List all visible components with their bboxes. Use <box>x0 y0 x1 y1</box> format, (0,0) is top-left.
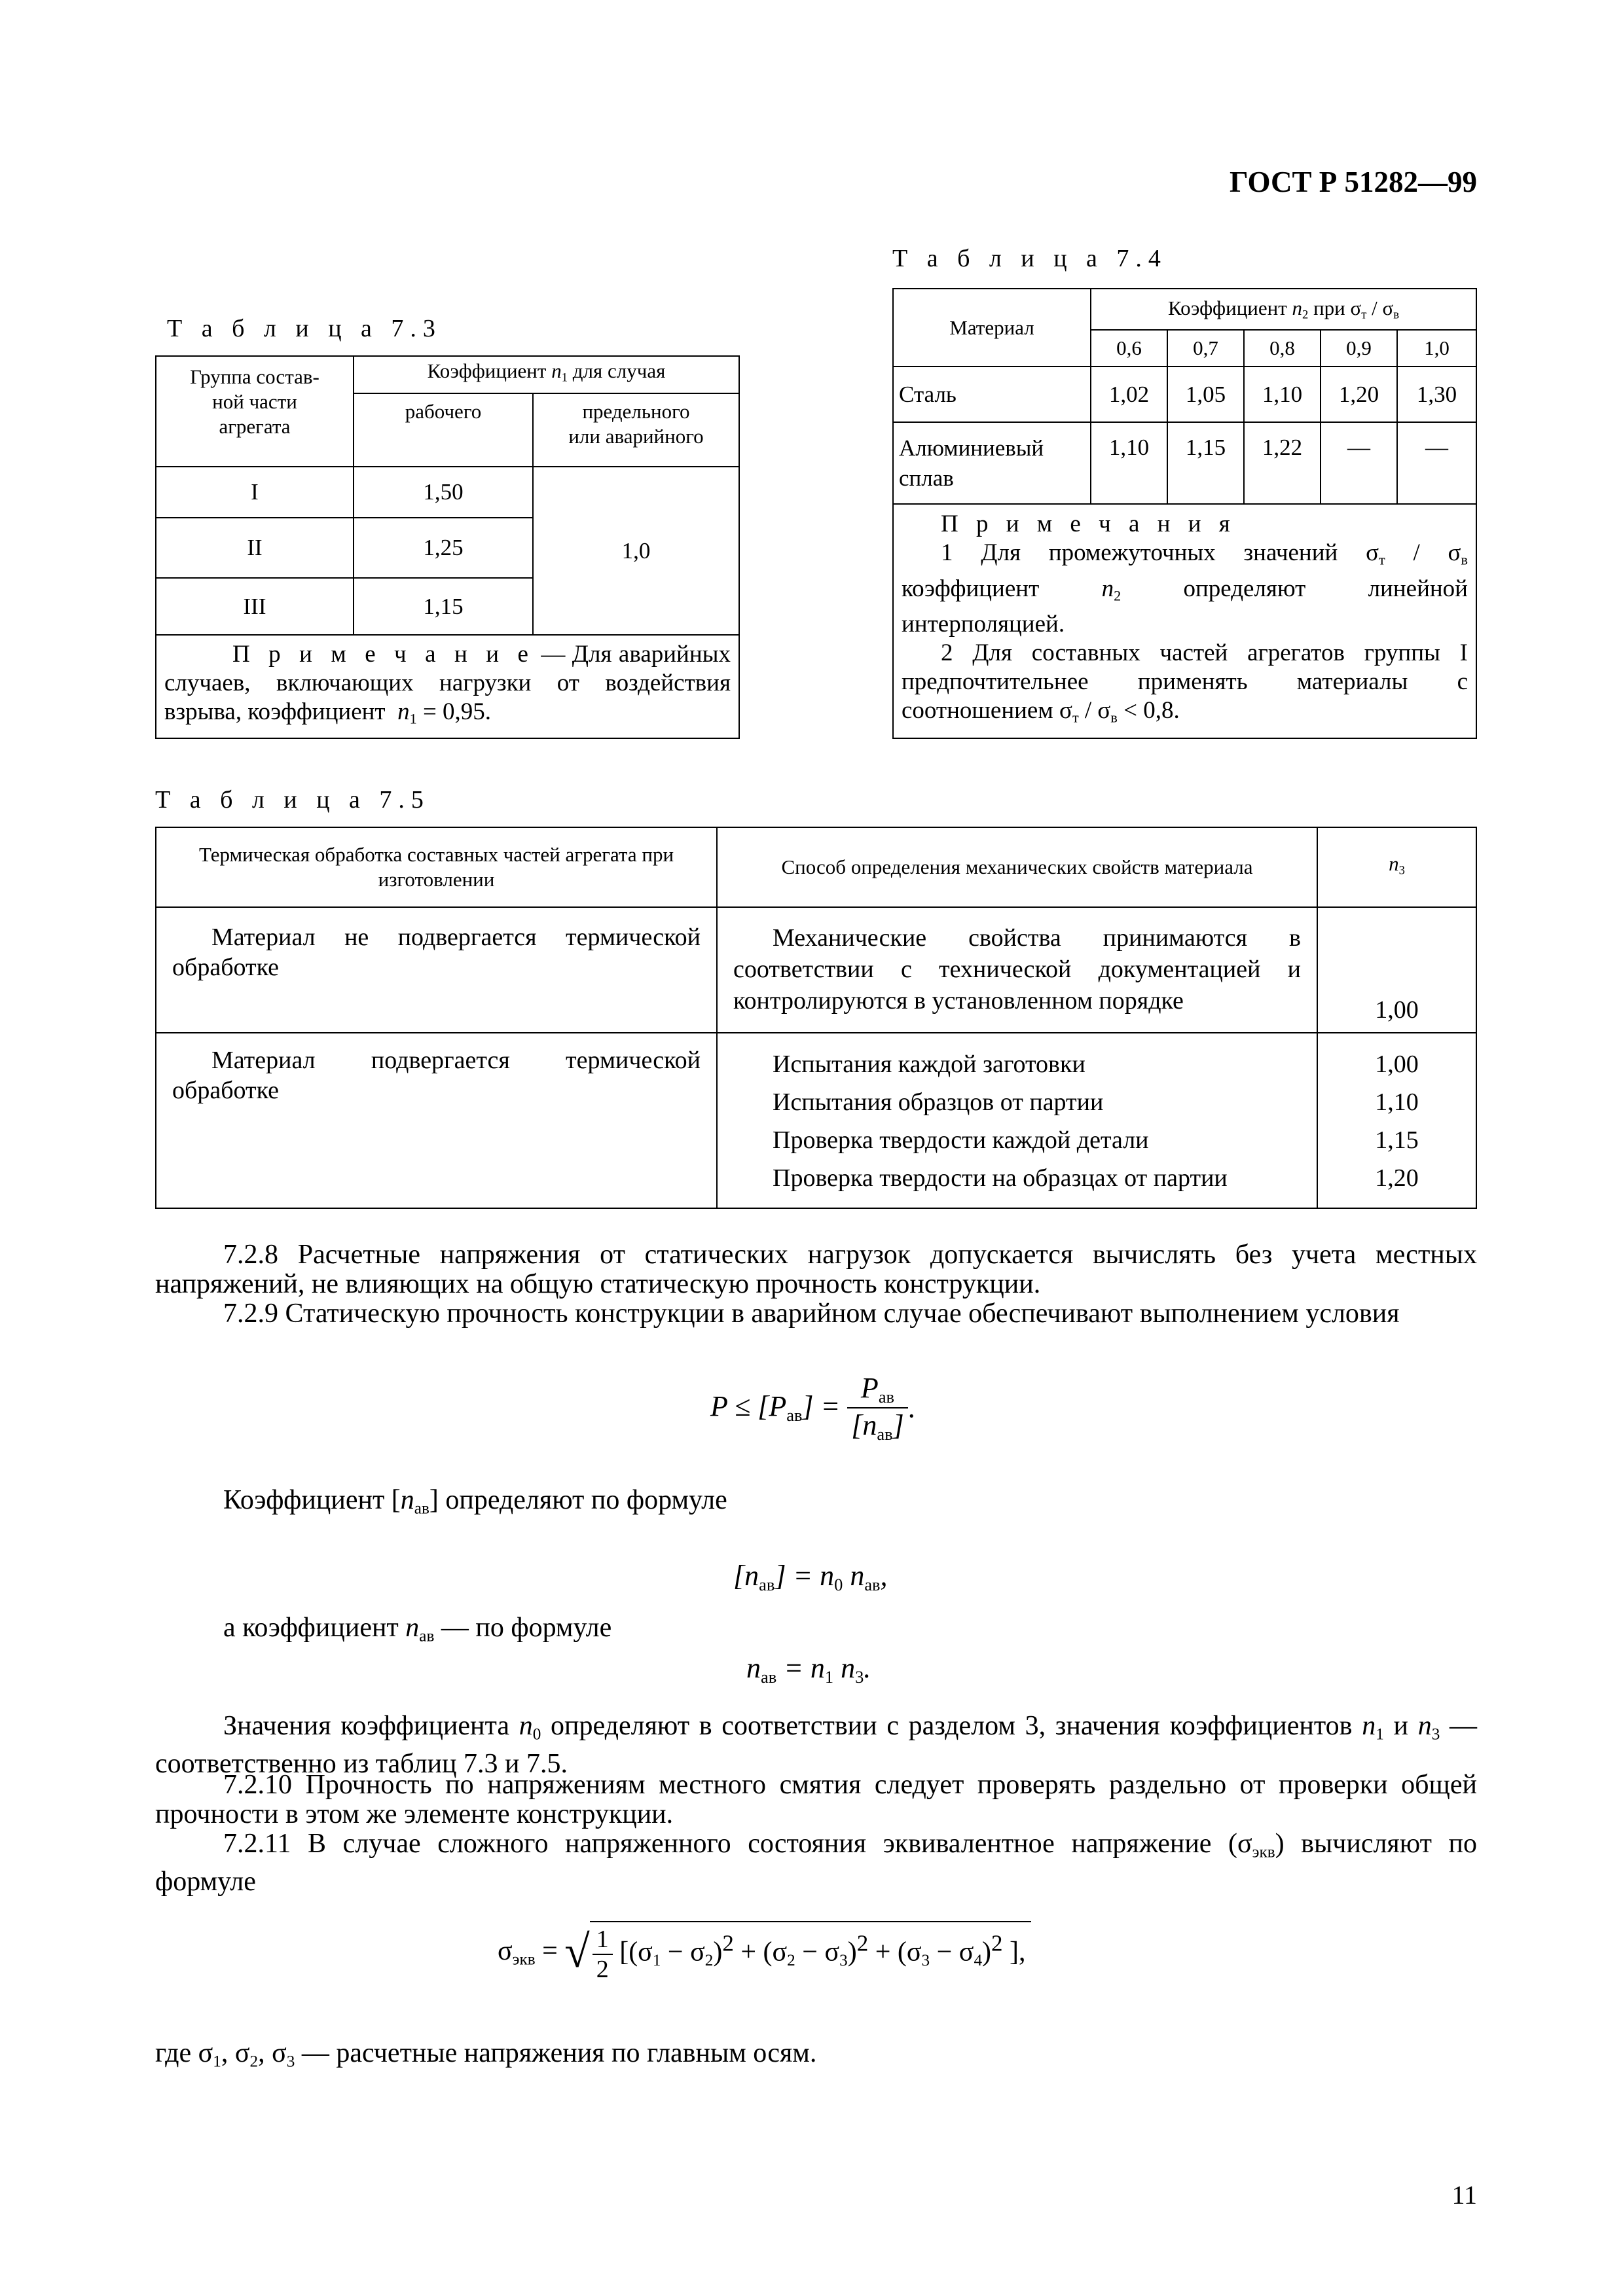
t73-col-group: Группа состав- ной части агрегата <box>156 356 354 467</box>
page-number: 11 <box>1451 2180 1477 2210</box>
t75-value-item: 1,20 <box>1375 1164 1419 1192</box>
t74-ratio: 1,0 <box>1397 330 1476 367</box>
t74-cell: 1,10 <box>1091 422 1167 504</box>
t73-group-1: I <box>156 467 354 518</box>
t73-col-limit: предельного или аварийного <box>533 393 739 467</box>
formula-nav-product: $n_{ав} = n_1$ $n_3$. <box>746 1652 871 1687</box>
formula-sigma-equivalent: $\sigma_{экв}$ = √ $\frac{1}{2}$ [$(\sigma_1 - \sigma_2)^2 + (\sigma_2 - \sigma_3)^2 + (\sigma_3 - \sigma_4)^2$ ], <box>498 1921 1031 1984</box>
t74-cell: — <box>1321 422 1397 504</box>
t74-notes-title: П р и м е ч а н и я <box>941 511 1236 537</box>
t75-method-item: Проверка твердости на образцах от партии <box>773 1164 1228 1192</box>
t75-col-method: Способ определения механических свойств материала <box>717 827 1317 907</box>
t73-note-text: — Для аварийных случаев, включающих нагрузки от воздействия взрыва, коэффициент $n_1 = 0,95$. <box>164 640 731 727</box>
t74-material-aluminium: Алюминиевый сплав <box>893 422 1091 504</box>
paragraph-7-2-8: 7.2.8 Расчетные напряжения от статических нагрузок допускается вычислять без учета местных напряжений, не влияющих на общую статическую прочность конструкции. <box>155 1240 1477 1299</box>
t75-value-item: 1,00 <box>1375 1050 1419 1078</box>
t74-col-material: Материал <box>893 289 1091 367</box>
t74-note-2: 2 Для составных частей агрегатов группы I предпочтительнее применять материалы с соотношением $\sigma_т / \sigma_в < 0,8$. <box>902 639 1468 726</box>
paragraph-7-2-9: 7.2.9 Статическую прочность конструкции в аварийном случае обеспечивают выполнением условия <box>223 1299 1400 1329</box>
table-7-3-caption: Т а б л и ц а 7.3 <box>167 315 442 342</box>
t74-cell: — <box>1397 422 1476 504</box>
t73-group-2: II <box>156 518 354 578</box>
t73-note-title: П р и м е ч а н и е <box>232 640 534 668</box>
t74-ratio: 0,9 <box>1321 330 1397 367</box>
t74-cell: 1,05 <box>1167 367 1244 422</box>
t74-material-steel: Сталь <box>893 367 1091 422</box>
t73-group-3: III <box>156 578 354 635</box>
t75-row1-method: Механические свойства принимаются в соответствии с технической документацией и контролируются в установленном порядке <box>717 907 1317 1033</box>
table-7-5 <box>155 827 1477 1209</box>
table-7-4 <box>892 288 1477 739</box>
t74-col-coef: Коэффициент $n_2$ при $\sigma_т / \sigma_в$ <box>1091 289 1476 330</box>
t74-cell: 1,20 <box>1321 367 1397 422</box>
formula-p-condition: $P \le [P_{ав}]$ = $\frac{P_{ав}}{[n_{ав}]}$ . <box>710 1372 915 1444</box>
t74-cell: 1,30 <box>1397 367 1476 422</box>
t75-value-item: 1,15 <box>1375 1126 1419 1154</box>
t75-method-item: Испытания каждой заготовки <box>773 1050 1085 1078</box>
formula-fraction: $\frac{P_{ав}}{[n_{ав}]}$ <box>847 1371 907 1444</box>
t74-cell: 1,02 <box>1091 367 1167 422</box>
table-7-4-caption: Т а б л и ц а 7.4 <box>892 245 1167 272</box>
t73-value-3: 1,15 <box>354 578 533 635</box>
t73-col-work: рабочего <box>354 393 533 467</box>
t74-ratio: 0,6 <box>1091 330 1167 367</box>
t74-notes <box>893 504 1476 738</box>
t74-ratio: 0,8 <box>1244 330 1321 367</box>
where-line: где $\sigma_1$, $\sigma_2$, $\sigma_3$ — расчетные напряжения по главным осям. <box>155 2038 817 2071</box>
t73-col-coef: Коэффициент $n_1$ для случая <box>354 356 739 393</box>
t75-method-item: Испытания образцов от партии <box>773 1088 1104 1116</box>
coef-nav2-intro: а коэффициент $n_{ав}$ — по формуле <box>223 1613 612 1645</box>
t75-value-item: 1,10 <box>1375 1088 1419 1116</box>
t75-col-treatment: Термическая обработка составных частей агрегата при изготовлении <box>156 827 717 907</box>
coef-nav-intro: Коэффициент $[n_{ав}]$ определяют по формуле <box>223 1485 727 1518</box>
t74-cell: 1,10 <box>1244 367 1321 422</box>
t73-note <box>156 635 739 738</box>
t75-row2-methods <box>717 1033 1317 1208</box>
t74-ratio: 0,7 <box>1167 330 1244 367</box>
t73-merged-value: 1,0 <box>533 467 739 635</box>
t74-cell: 1,15 <box>1167 422 1244 504</box>
t75-col-n3: $n_3$ <box>1317 827 1476 907</box>
t75-row2-values <box>1317 1033 1476 1208</box>
t75-row2-treatment: Материал подвергается термической обработке <box>156 1033 717 1208</box>
paragraph-7-2-11: 7.2.11 В случае сложного напряженного состояния эквивалентное напряжение $(\sigma_{экв})$ вычисляют по формуле <box>155 1829 1477 1897</box>
formula-nav: $[n_{ав}] = n_0$ $n_{ав}$, <box>733 1560 888 1594</box>
t73-value-2: 1,25 <box>354 518 533 578</box>
t74-cell: 1,22 <box>1244 422 1321 504</box>
t75-method-item: Проверка твердости каждой детали <box>773 1126 1149 1154</box>
t75-row1-treatment: Материал не подвергается термической обработке <box>156 907 717 1033</box>
table-7-5-caption: Т а б л и ц а 7.5 <box>155 786 430 814</box>
t73-value-1: 1,50 <box>354 467 533 518</box>
table-7-3 <box>155 355 740 739</box>
paragraph-values: Значения коэффициента $n_0$ определяют в соответствии с разделом 3, значения коэффициентов $n_1$ и $n_3$ — соответственно из таблиц 7.3 и 7.5. <box>155 1711 1478 1779</box>
t74-note-1: 1 Для промежуточных значений $\sigma_т / \sigma_в$ коэффициент $n_2$ определяют линейной интерполяцией. <box>902 539 1468 638</box>
paragraph-7-2-10: 7.2.10 Прочность по напряжениям местного смятия следует проверять раздельно от проверки общей прочности в этом же элементе конструкции. <box>155 1770 1477 1829</box>
document-header: ГОСТ Р 51282—99 <box>1229 166 1477 198</box>
t75-row1-n3: 1,00 <box>1317 907 1476 1033</box>
